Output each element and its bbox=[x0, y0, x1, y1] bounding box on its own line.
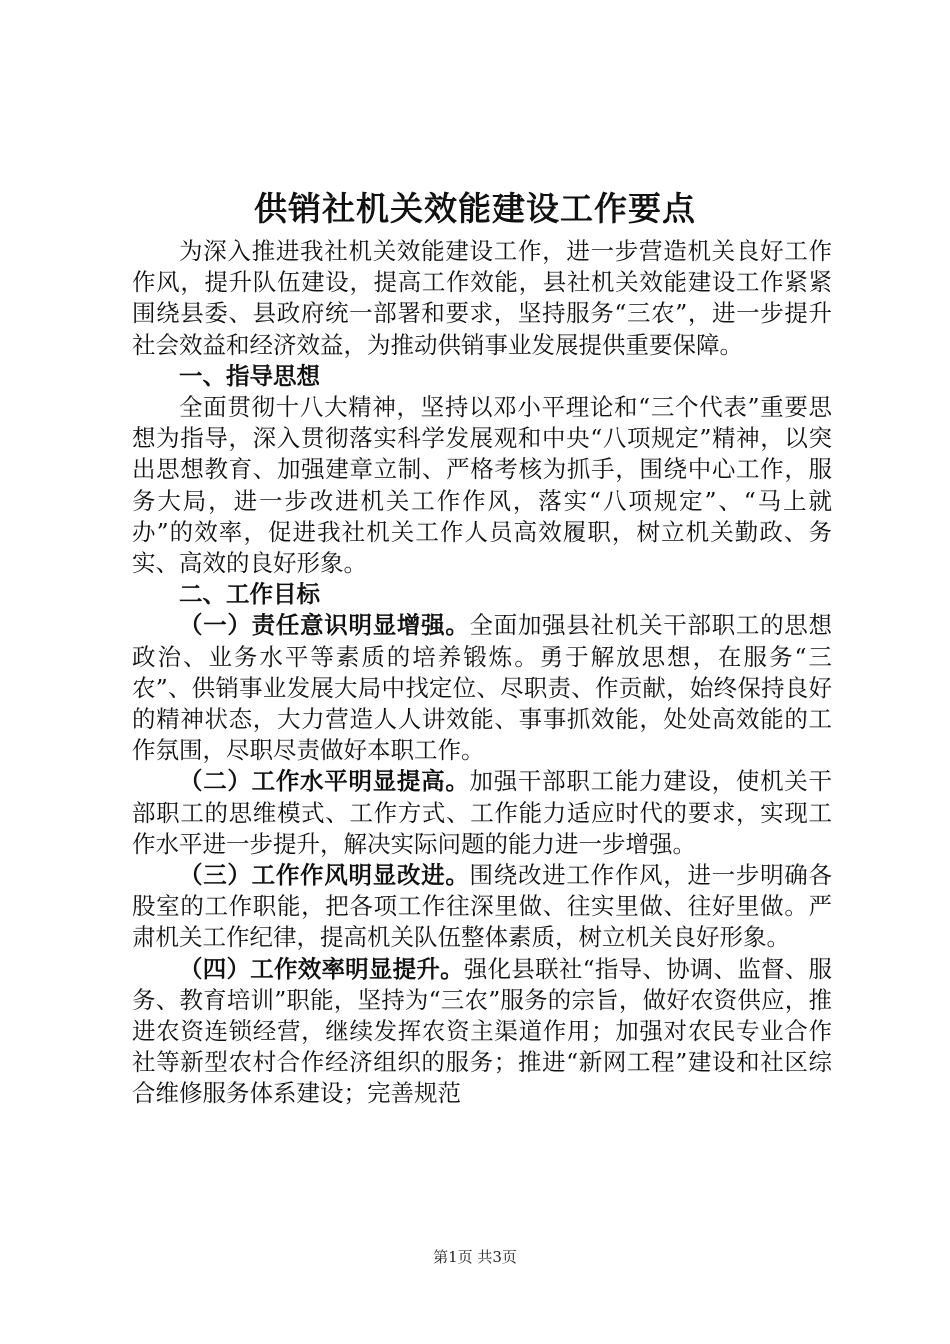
intro-paragraph: 为深入推进我社机关效能建设工作，进一步营造机关良好工作作风，提升队伍建设，提高工作效能，县社机关效能建设工作紧紧围绕县委、县政府统一部署和要求，坚持服务“三农”，进一步提升社会效益和经济效益，为推动供销事业发展提供重要保障。 bbox=[132, 237, 832, 359]
goal-item-lead: （四）工作效率明显提升。 bbox=[179, 954, 464, 983]
document-body bbox=[132, 236, 832, 1110]
goal-item-lead: （一）责任意识明显增强。 bbox=[179, 611, 470, 640]
goal-item-4 bbox=[132, 954, 832, 1110]
goal-item-1 bbox=[132, 610, 832, 766]
section-heading-work-goals: 二、工作目标 bbox=[179, 580, 320, 609]
page-footer: 第1页 共3页 bbox=[433, 1248, 517, 1266]
section-heading-guiding-thought: 一、指导思想 bbox=[179, 361, 320, 390]
goal-item-text: 围绕改进工作作风，进一步明确各股室的工作职能，把各项工作往深里做、往实里做、往好里做。严肃机关工作纪律，提高机关队伍整体素质，树立机关良好形象。 bbox=[132, 861, 833, 952]
goal-item-text: 强化县联社“指导、协调、监督、服务、教育培训”职能，坚持为“三农”服务的宗旨，做好农资供应，推进农资连锁经营，继续发挥农资主渠道作用；加强对农民专业合作社等新型农村合作经济组织的服务；推进“新网工程”建设和社区综合维修服务体系建设；完善规范 bbox=[132, 954, 833, 1108]
goal-item-lead: （三）工作作风明显改进。 bbox=[179, 861, 470, 890]
goal-item-lead: （二）工作水平明显提高。 bbox=[179, 767, 470, 796]
goal-item-text: 全面加强县社机关干部职工的思想政治、业务水平等素质的培养锻炼。勇于解放思想，在服务“三农”、供销事业发展大局中找定位、尽职责、作贡献，始终保持良好的精神状态，大力营造人人讲效能、事事抓效能，处处高效能的工作氛围，尽职尽责做好本职工作。 bbox=[132, 611, 833, 765]
document-title: 供销社机关效能建设工作要点 bbox=[254, 189, 696, 228]
goal-item-3 bbox=[132, 860, 832, 954]
goal-item-text: 加强干部职工能力建设，使机关干部职工的思维模式、工作方式、工作能力适应时代的要求，实现工作水平进一步提升，解决实际问题的能力进一步增强。 bbox=[132, 767, 833, 858]
goal-item-2 bbox=[132, 766, 832, 860]
guiding-thought-paragraph: 全面贯彻十八大精神，坚持以邓小平理论和“三个代表”重要思想为指导，深入贯彻落实科学发展观和中央“八项规定”精神，以突出思想教育、加强建章立制、严格考核为抓手，围绕中心工作，服务大局，进一步改进机关工作作风，落实“八项规定”、“马上就办”的效率，促进我社机关工作人员高效履职，树立机关勤政、务实、高效的良好形象。 bbox=[132, 393, 832, 578]
